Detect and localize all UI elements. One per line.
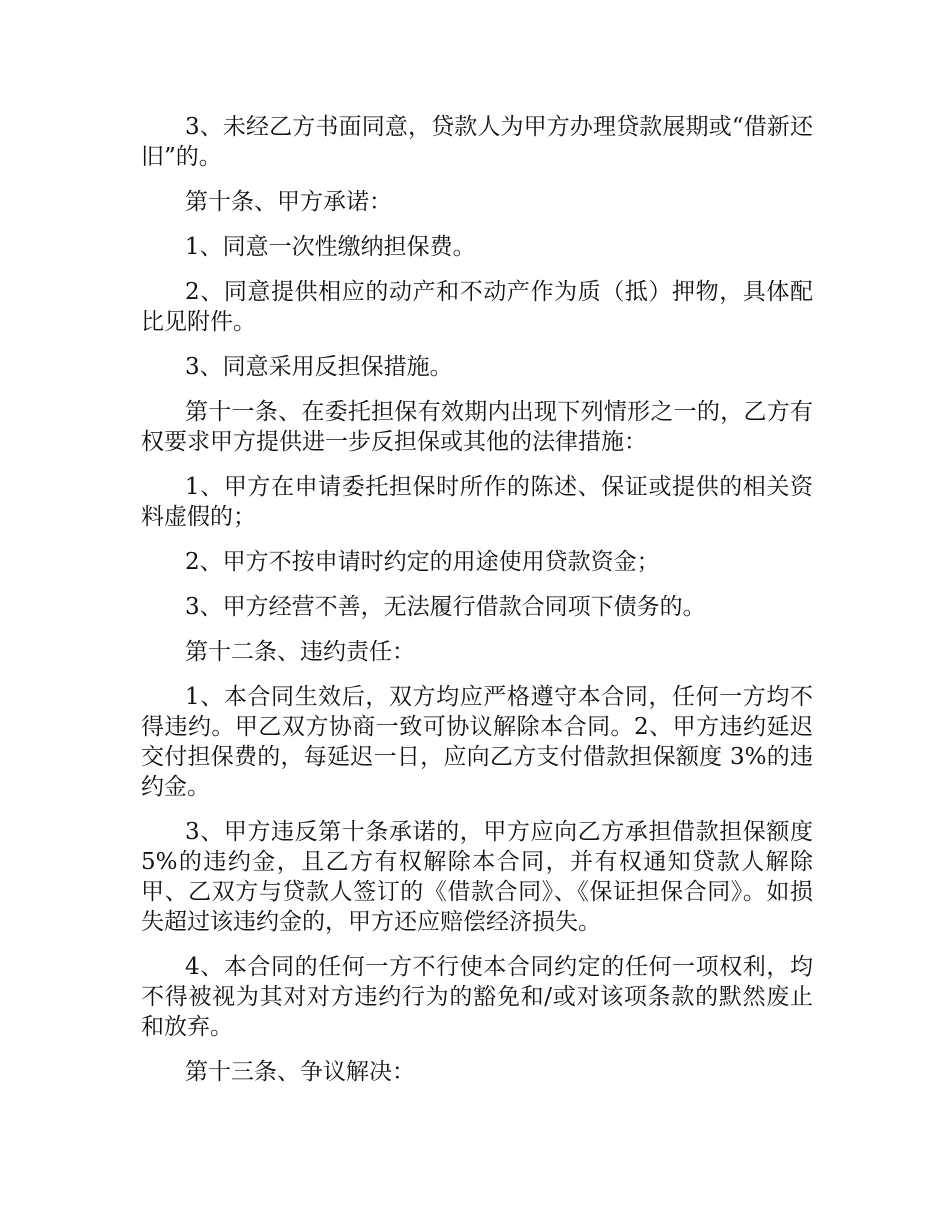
- heading-article-11: 第十一条、在委托担保有效期内出现下列情形之一的，乙方有权要求甲方提供进一步反担保或其他的法律措施：: [141, 399, 813, 455]
- heading-article-12: 第十二条、违约责任：: [185, 639, 415, 665]
- paragraph-article-11-item-1: 1、甲方在申请委托担保时所作的陈述、保证或提供的相关资料虚假的；: [141, 474, 813, 530]
- document-page: [141, 112, 813, 1102]
- heading-article-10: 第十条、甲方承诺：: [185, 189, 392, 215]
- paragraph-article-10-item-1: 1、同意一次性缴纳担保费。: [185, 234, 476, 260]
- paragraph-article-11-item-2: 2、甲方不按申请时约定的用途使用贷款资金；: [185, 549, 660, 575]
- paragraph-extension-clause: 3、未经乙方书面同意，贷款人为甲方办理贷款展期或“借新还旧”的。: [141, 114, 813, 170]
- paragraph-article-12-item-3: 3、甲方违反第十条承诺的，甲方应向乙方承担借款担保额度 5%的违约金，且乙方有权解除本合同，并有权通知贷款人解除甲、乙双方与贷款人签订的《借款合同》、《保证担保合同》。如损失超过该违约金的，甲方还应赔偿经济损失。: [141, 819, 813, 935]
- paragraph-article-12-item-1-2: 1、本合同生效后，双方均应严格遵守本合同，任何一方均不得违约。甲乙双方协商一致可协议解除本合同。2、甲方违约延迟交付担保费的，每延迟一日，应向乙方支付借款担保额度 3%的违约金。: [141, 684, 813, 800]
- paragraph-article-12-item-4: 4、本合同的任何一方不行使本合同约定的任何一项权利，均不得被视为其对对方违约行为的豁免和/或对该项条款的默然废止和放弃。: [141, 954, 813, 1040]
- paragraph-article-10-item-2: 2、同意提供相应的动产和不动产作为质（抵）押物，具体配比见附件。: [141, 279, 813, 335]
- paragraph-article-11-item-3: 3、甲方经营不善，无法履行借款合同项下债务的。: [185, 594, 706, 620]
- heading-article-13: 第十三条、争议解决：: [185, 1059, 415, 1085]
- paragraph-article-10-item-3: 3、同意采用反担保措施。: [185, 354, 453, 380]
